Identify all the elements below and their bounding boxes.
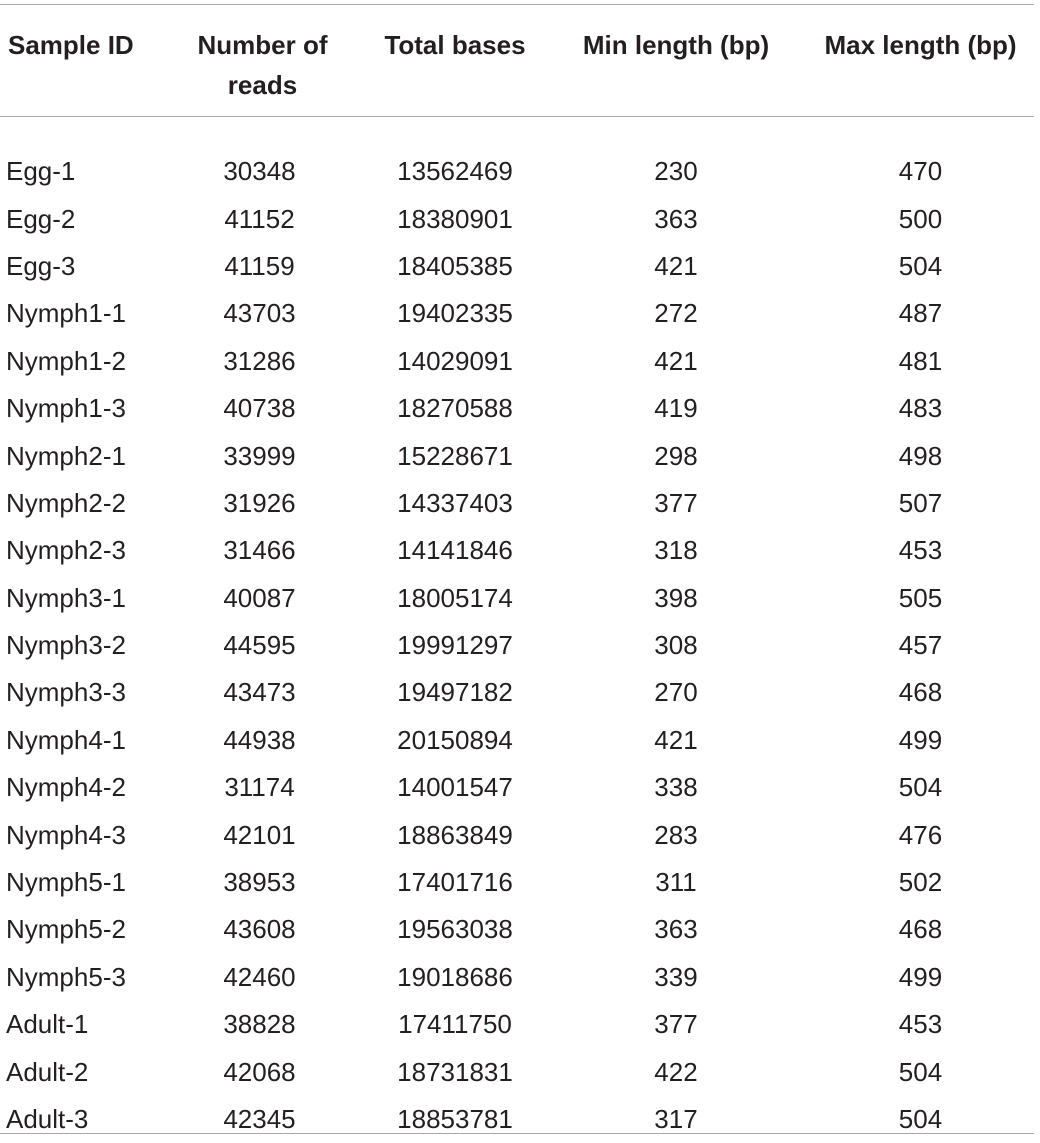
cell-number-of-reads: 40738 (223, 393, 296, 424)
cell-number-of-reads: 42460 (223, 961, 296, 992)
cell-max-length: 505 (898, 582, 943, 613)
cell-max-length: 504 (898, 250, 943, 281)
table-row (0, 669, 1034, 716)
cell-min-length: 398 (654, 582, 698, 613)
cell-total-bases: 18005174 (397, 582, 513, 613)
cell-max-length: 476 (898, 819, 943, 850)
cell-max-length: 499 (898, 961, 943, 992)
cell-total-bases: 18863849 (397, 819, 513, 850)
table-row (0, 1096, 1034, 1143)
cell-sample-id: Nymph2-3 (6, 535, 126, 566)
cell-sample-id: Nymph4-3 (6, 819, 126, 850)
table-row (0, 385, 1034, 432)
cell-sample-id: Nymph1-2 (6, 345, 126, 376)
table-row (0, 136, 1034, 195)
cell-number-of-reads: 41152 (224, 203, 295, 234)
cell-min-length: 363 (654, 914, 698, 945)
cell-total-bases: 19018686 (397, 961, 513, 992)
cell-total-bases: 19563038 (397, 914, 513, 945)
table-row (0, 811, 1034, 858)
cell-number-of-reads: 31286 (223, 345, 296, 376)
cell-number-of-reads: 31926 (223, 487, 296, 518)
cell-sample-id: Nymph5-3 (6, 961, 126, 992)
table-row (0, 243, 1034, 290)
cell-total-bases: 14337403 (397, 487, 513, 518)
cell-sample-id: Nymph5-2 (6, 914, 126, 945)
table-row (0, 859, 1034, 906)
cell-min-length: 419 (654, 393, 698, 424)
cell-sample-id: Adult-3 (6, 1104, 89, 1134)
table-row (0, 1001, 1034, 1048)
cell-number-of-reads: 42068 (223, 1056, 296, 1087)
table-row (0, 764, 1034, 811)
cell-max-length: 499 (898, 724, 943, 755)
cell-sample-id: Nymph1-1 (6, 298, 126, 329)
cell-number-of-reads: 44595 (223, 630, 296, 661)
cell-min-length: 377 (654, 487, 698, 518)
cell-number-of-reads: 31174 (224, 772, 295, 803)
table-row (0, 480, 1034, 527)
table-row (0, 1048, 1034, 1095)
cell-number-of-reads: 33999 (223, 440, 296, 471)
cell-min-length: 421 (654, 250, 698, 281)
cell-max-length: 498 (898, 440, 943, 471)
cell-max-length: 500 (898, 203, 943, 234)
cell-max-length: 481 (898, 345, 943, 376)
cell-total-bases: 19497182 (397, 677, 513, 708)
cell-sample-id: Nymph1-3 (6, 393, 126, 424)
table-row (0, 717, 1034, 764)
table-row (0, 195, 1034, 242)
cell-total-bases: 18405385 (397, 250, 513, 281)
cell-min-length: 311 (655, 867, 697, 898)
cell-total-bases: 17411750 (398, 1009, 512, 1040)
table-header (0, 5, 1034, 136)
table-row (0, 338, 1034, 385)
cell-max-length: 507 (898, 487, 943, 518)
cell-total-bases: 15228671 (397, 440, 513, 471)
cell-min-length: 339 (654, 961, 698, 992)
cell-min-length: 318 (654, 535, 698, 566)
cell-number-of-reads: 38828 (223, 1009, 296, 1040)
table-row (0, 622, 1034, 669)
cell-min-length: 230 (654, 156, 698, 187)
cell-min-length: 298 (654, 440, 698, 471)
cell-number-of-reads: 42101 (223, 819, 296, 850)
cell-max-length: 470 (898, 156, 943, 187)
cell-number-of-reads: 43608 (223, 914, 296, 945)
cell-number-of-reads: 43703 (223, 298, 296, 329)
sequencing-stats-table (0, 5, 1034, 1143)
cell-number-of-reads: 43473 (223, 677, 296, 708)
cell-total-bases: 18853781 (397, 1104, 513, 1134)
header-total-bases: Total bases (384, 30, 526, 60)
cell-min-length: 422 (654, 1056, 698, 1087)
header-row (0, 5, 1034, 136)
cell-min-length: 272 (654, 298, 698, 329)
table-body (0, 136, 1034, 1143)
cell-total-bases: 14001547 (397, 772, 513, 803)
cell-min-length: 317 (654, 1104, 698, 1134)
cell-sample-id: Egg-3 (6, 250, 76, 281)
cell-min-length: 377 (654, 1009, 698, 1040)
cell-max-length: 487 (898, 298, 943, 329)
cell-max-length: 468 (898, 914, 943, 945)
cell-number-of-reads: 38953 (223, 867, 296, 898)
cell-min-length: 363 (654, 203, 698, 234)
cell-max-length: 468 (898, 677, 943, 708)
cell-max-length: 453 (898, 1009, 943, 1040)
cell-sample-id: Adult-2 (6, 1056, 89, 1087)
cell-max-length: 504 (898, 772, 943, 803)
cell-max-length: 457 (898, 630, 943, 661)
cell-max-length: 504 (898, 1104, 943, 1134)
table-row (0, 432, 1034, 479)
cell-sample-id: Egg-2 (6, 203, 76, 234)
cell-total-bases: 20150894 (397, 724, 513, 755)
table-row (0, 527, 1034, 574)
cell-total-bases: 19402335 (397, 298, 513, 329)
cell-max-length: 502 (898, 867, 943, 898)
cell-sample-id: Nymph5-1 (6, 867, 126, 898)
cell-sample-id: Nymph2-2 (6, 487, 126, 518)
cell-total-bases: 14141846 (397, 535, 513, 566)
cell-max-length: 483 (898, 393, 943, 424)
cell-sample-id: Adult-1 (6, 1009, 89, 1040)
table-row (0, 906, 1034, 953)
cell-number-of-reads: 44938 (223, 724, 296, 755)
cell-total-bases: 19991297 (397, 630, 513, 661)
cell-min-length: 338 (654, 772, 698, 803)
header-min-length: Min length (bp) (582, 30, 770, 60)
table-row (0, 575, 1034, 622)
cell-sample-id: Nymph2-1 (6, 440, 126, 471)
cell-total-bases: 14029091 (397, 345, 513, 376)
cell-total-bases: 17401716 (397, 867, 513, 898)
cell-sample-id: Nymph4-2 (6, 772, 126, 803)
cell-number-of-reads: 30348 (223, 156, 296, 187)
cell-total-bases: 18270588 (397, 393, 513, 424)
cell-min-length: 421 (654, 345, 698, 376)
cell-number-of-reads: 31466 (223, 535, 296, 566)
table-row (0, 290, 1034, 337)
cell-total-bases: 13562469 (397, 156, 513, 187)
cell-number-of-reads: 40087 (223, 582, 296, 613)
cell-sample-id: Nymph3-3 (6, 677, 126, 708)
cell-number-of-reads: 42345 (223, 1104, 296, 1134)
cell-number-of-reads: 41159 (224, 250, 295, 281)
cell-max-length: 453 (898, 535, 943, 566)
cell-min-length: 270 (654, 677, 698, 708)
header-max-length: Max length (bp) (824, 30, 1017, 60)
cell-min-length: 308 (654, 630, 698, 661)
header-number-of-reads: Number of reads (197, 30, 328, 100)
cell-sample-id: Egg-1 (6, 156, 76, 187)
cell-total-bases: 18380901 (397, 203, 513, 234)
cell-sample-id: Nymph3-2 (6, 630, 126, 661)
cell-max-length: 504 (898, 1056, 943, 1087)
header-sample-id: Sample ID (8, 30, 134, 60)
cell-min-length: 421 (654, 724, 698, 755)
cell-total-bases: 18731831 (397, 1056, 513, 1087)
cell-min-length: 283 (654, 819, 698, 850)
cell-sample-id: Nymph3-1 (6, 582, 126, 613)
table-row (0, 954, 1034, 1001)
cell-sample-id: Nymph4-1 (6, 724, 126, 755)
